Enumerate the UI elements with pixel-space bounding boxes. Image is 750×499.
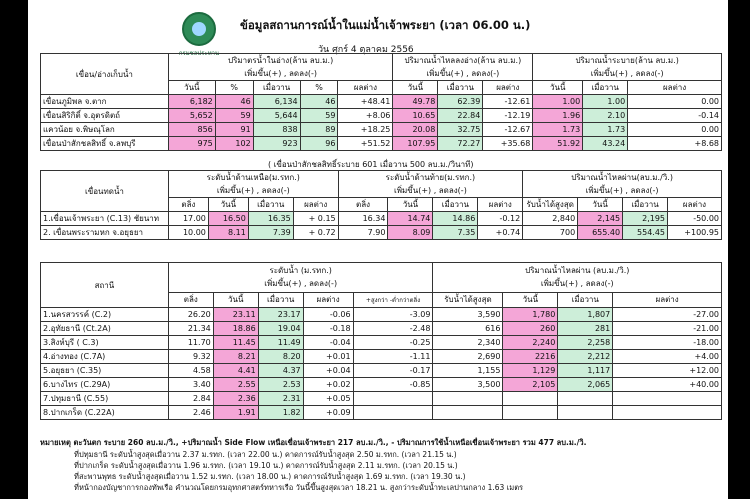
table-row: เขื่อนป่าสักชลสิทธิ์ จ.ลพบุรี 975 102 923 96 +51.52 107.95 72.27 +35.68 51.92 43.24 +8.68 bbox=[41, 137, 722, 151]
table-row: 2.อุทัยธานี (Ct.2A) 21.34 18.86 19.04 -0.18 -2.48 616 260 281 -21.00 bbox=[41, 322, 722, 336]
col-today: วันนี้ bbox=[213, 292, 258, 307]
col-diff: ผลต่าง bbox=[668, 198, 722, 212]
col-diff: ผลต่าง bbox=[338, 81, 393, 95]
col-capacity: รับน้ำได้สูงสุด bbox=[523, 198, 578, 212]
dams-group-inflow: ปริมาณน้ำไหลลงอ่าง(ล้าน ลบ.ม.) เพิ่มขึ้น(+) , ลดลง(-) bbox=[393, 54, 533, 81]
table-row: 2. เขื่อนพระรามหก จ.อยุธยา 10.00 8.11 7.39 + 0.72 7.90 8.09 7.35 +0.74 700 655.40 554.45 +100.95 bbox=[41, 226, 722, 240]
footer-pathum: ที่ปทุมธานี ระดับน้ำสูงสุดเมื่อวาน 2.37 ม.รทก. (เวลา 22.00 น.) คาดการณ์รับน้ำสูงสุด 2.50 ม.รทก. (เวลา 21.15 น.) bbox=[74, 450, 457, 459]
col-bank: ตลิ่ง bbox=[168, 292, 213, 307]
table-row: 3.สิงห์บุรี ( C.3) 11.70 11.45 11.49 -0.04 -0.25 2,340 2,240 2,258 -18.00 bbox=[41, 336, 722, 350]
col-today: วันนี้ bbox=[388, 198, 433, 212]
dams-header-name: เขื่อน/อ่างเก็บน้ำ bbox=[41, 54, 169, 95]
table-row: เขื่อนสิริกิติ์ จ.อุตรดิตถ์ 5,652 59 5,644 59 +8.06 10.65 22.84 -12.19 1.96 2.10 -0.14 bbox=[41, 109, 722, 123]
weirs-group-flow: ปริมาณน้ำไหลผ่าน(ลบ.ม./วิ.) เพิ่มขึ้น(+) , ลดลง(-) bbox=[523, 171, 722, 198]
col-diff: ผลต่าง bbox=[483, 81, 533, 95]
col-today: วันนี้ bbox=[208, 198, 248, 212]
table-row: 6.บางไทร (C.29A) 3.40 2.55 2.53 +0.02 -0.85 3,500 2,105 2,065 +40.00 bbox=[41, 378, 722, 392]
col-yesterday: เมื่อวาน bbox=[558, 292, 613, 307]
document-page bbox=[28, 0, 728, 499]
col-yesterday: เมื่อวาน bbox=[253, 81, 300, 95]
col-yesterday: เมื่อวาน bbox=[623, 198, 668, 212]
report-title: ข้อมูลสถานการณ์น้ำในแม่น้ำเจ้าพระยา (เวลา 06.00 น.) bbox=[240, 18, 531, 32]
col-yesterday: เมื่อวาน bbox=[248, 198, 293, 212]
footer-saphanphut: ที่สะพานพุทธ ระดับน้ำสูงสุดเมื่อวาน 1.52 ม.รทก. (เวลา 18.00 น.) คาดการณ์รับน้ำสูงสุด 1.69 ม.รทก. (เวลา 19.30 น.) bbox=[74, 472, 466, 481]
col-yesterday: เมื่อวาน bbox=[258, 292, 303, 307]
dams-table bbox=[40, 53, 722, 151]
table-row: เขื่อนภูมิพล จ.ตาก 6,182 46 6,134 46 +48.41 49.78 62.39 -12.61 1.00 1.00 0.00 bbox=[41, 95, 722, 109]
report-date: วัน ศุกร์ 4 ตุลาคม 2556 bbox=[318, 45, 414, 55]
stations-table bbox=[40, 262, 722, 420]
col-diff: ผลต่าง bbox=[478, 198, 523, 212]
stations-header-name: สถานี bbox=[41, 263, 169, 308]
col-today: วันนี้ bbox=[503, 292, 558, 307]
weirs-group-downstream: ระดับน้ำด้านท้าย(ม.รทก.) เพิ่มขึ้น(+) , ลดลง(-) bbox=[338, 171, 523, 198]
table-row: 4.อ่างทอง (C.7A) 9.32 8.21 8.20 +0.01 -1.11 2,690 2216 2,212 +4.00 bbox=[41, 350, 722, 364]
col-diff: ผลต่าง bbox=[613, 292, 722, 307]
col-today: วันนี้ bbox=[578, 198, 623, 212]
col-today: วันนี้ bbox=[168, 81, 215, 95]
footer-note: หมายเหตุ ตะวันตก ระบาย 260 ลบ.ม./วิ., +ปริมาณน้ำ Side Flow เหนือเขื่อนเจ้าพระยา 217 ลบ.ม./วิ., - ปริมาณการใช้น้ำเหนือเขื่อนเจ้าพระยา รวม 477 ลบ.ม./วิ. bbox=[40, 438, 587, 447]
stations-group-flow: ปริมาณน้ำไหลผ่าน (ลบ.ม./วิ.) เพิ่มขึ้น(+) , ลดลง(-) bbox=[433, 263, 722, 293]
weirs-table bbox=[40, 170, 722, 240]
table-row: 1.นครสวรรค์ (C.2) 26.20 23.11 23.17 -0.06 -3.09 3,590 1,780 1,807 -27.00 bbox=[41, 308, 722, 322]
col-today: วันนี้ bbox=[533, 81, 583, 95]
table-row: แควน้อย จ.พิษณุโลก 856 91 838 89 +18.25 20.08 32.75 -12.67 1.73 1.73 0.00 bbox=[41, 123, 722, 137]
col-diff: ผลต่าง bbox=[293, 198, 338, 212]
footer-navy: ที่หน้ากองบัญชาการกองทัพเรือ คำนวณโดยกรมอุทกศาสตร์ทหารเรือ วันนี้ขึ้นสูงสุดเวลา 18.21 น. สูงกว่าระดับน้ำทะเลปานกลาง 1.63 เมตร bbox=[74, 483, 524, 492]
department-logo bbox=[178, 12, 220, 58]
col-yesterday: เมื่อวาน bbox=[583, 81, 628, 95]
col-bank: ตลิ่ง bbox=[338, 198, 388, 212]
release-note: ( เขื่อนป่าสักชลสิทธิ์ระบาย 601 เมื่อวาน 500 ลบ.ม./วินาที) bbox=[268, 160, 474, 169]
dams-group-release: ปริมาณน้ำระบาย(ล้าน ลบ.ม.) เพิ่มขึ้น(+) , ลดลง(-) bbox=[533, 54, 722, 81]
table-row: 7.ปทุมธานี (C.55) 2.84 2.36 2.31 +0.05 bbox=[41, 392, 722, 406]
col-capacity: รับน้ำได้สูงสุด bbox=[433, 292, 503, 307]
col-pct: % bbox=[215, 81, 253, 95]
col-yesterday: เมื่อวาน bbox=[433, 198, 478, 212]
stations-group-level: ระดับน้ำ (ม.รทก.) เพิ่มขึ้น(+) , ลดลง(-) bbox=[168, 263, 433, 293]
col-diff: ผลต่าง bbox=[628, 81, 722, 95]
col-bank: ตลิ่ง bbox=[168, 198, 208, 212]
table-row: 5.อยุธยา (C.35) 4.58 4.41 4.37 +0.04 -0.17 1,155 1,129 1,117 +12.00 bbox=[41, 364, 722, 378]
col-above-below-bank: +สูงกว่า -ต่ำกว่าตลิ่ง bbox=[353, 292, 433, 307]
dams-group-volume: ปริมาตรน้ำในอ่าง(ล้าน ลบ.ม.) เพิ่มขึ้น(+) , ลดลง(-) bbox=[168, 54, 393, 81]
weirs-group-upstream: ระดับน้ำด้านเหนือ(ม.รทก.) เพิ่มขึ้น(+) , ลดลง(-) bbox=[168, 171, 338, 198]
col-today: วันนี้ bbox=[393, 81, 438, 95]
logo-caption: กรมชลประทาน bbox=[178, 50, 220, 57]
table-row: 1.เขื่อนเจ้าพระยา (C.13) ชัยนาท 17.00 16.50 16.35 + 0.15 16.34 14.74 14.86 -0.12 2,840 2,145 2,195 -50.00 bbox=[41, 212, 722, 226]
footer-pakkret: ที่ปากเกร็ด ระดับน้ำสูงสุดเมื่อวาน 1.96 ม.รทก. (เวลา 19.10 น.) คาดการณ์รับน้ำสูงสุด 2.11 ม.รทก. (เวลา 20.15 น.) bbox=[74, 461, 458, 470]
col-pct: % bbox=[300, 81, 338, 95]
col-diff: ผลต่าง bbox=[303, 292, 353, 307]
table-row: 8.ปากเกร็ด (C.22A) 2.46 1.91 1.82 +0.09 bbox=[41, 406, 722, 420]
col-yesterday: เมื่อวาน bbox=[438, 81, 483, 95]
weirs-header-name: เขื่อนทดน้ำ bbox=[41, 171, 169, 212]
seal-icon bbox=[182, 12, 216, 46]
